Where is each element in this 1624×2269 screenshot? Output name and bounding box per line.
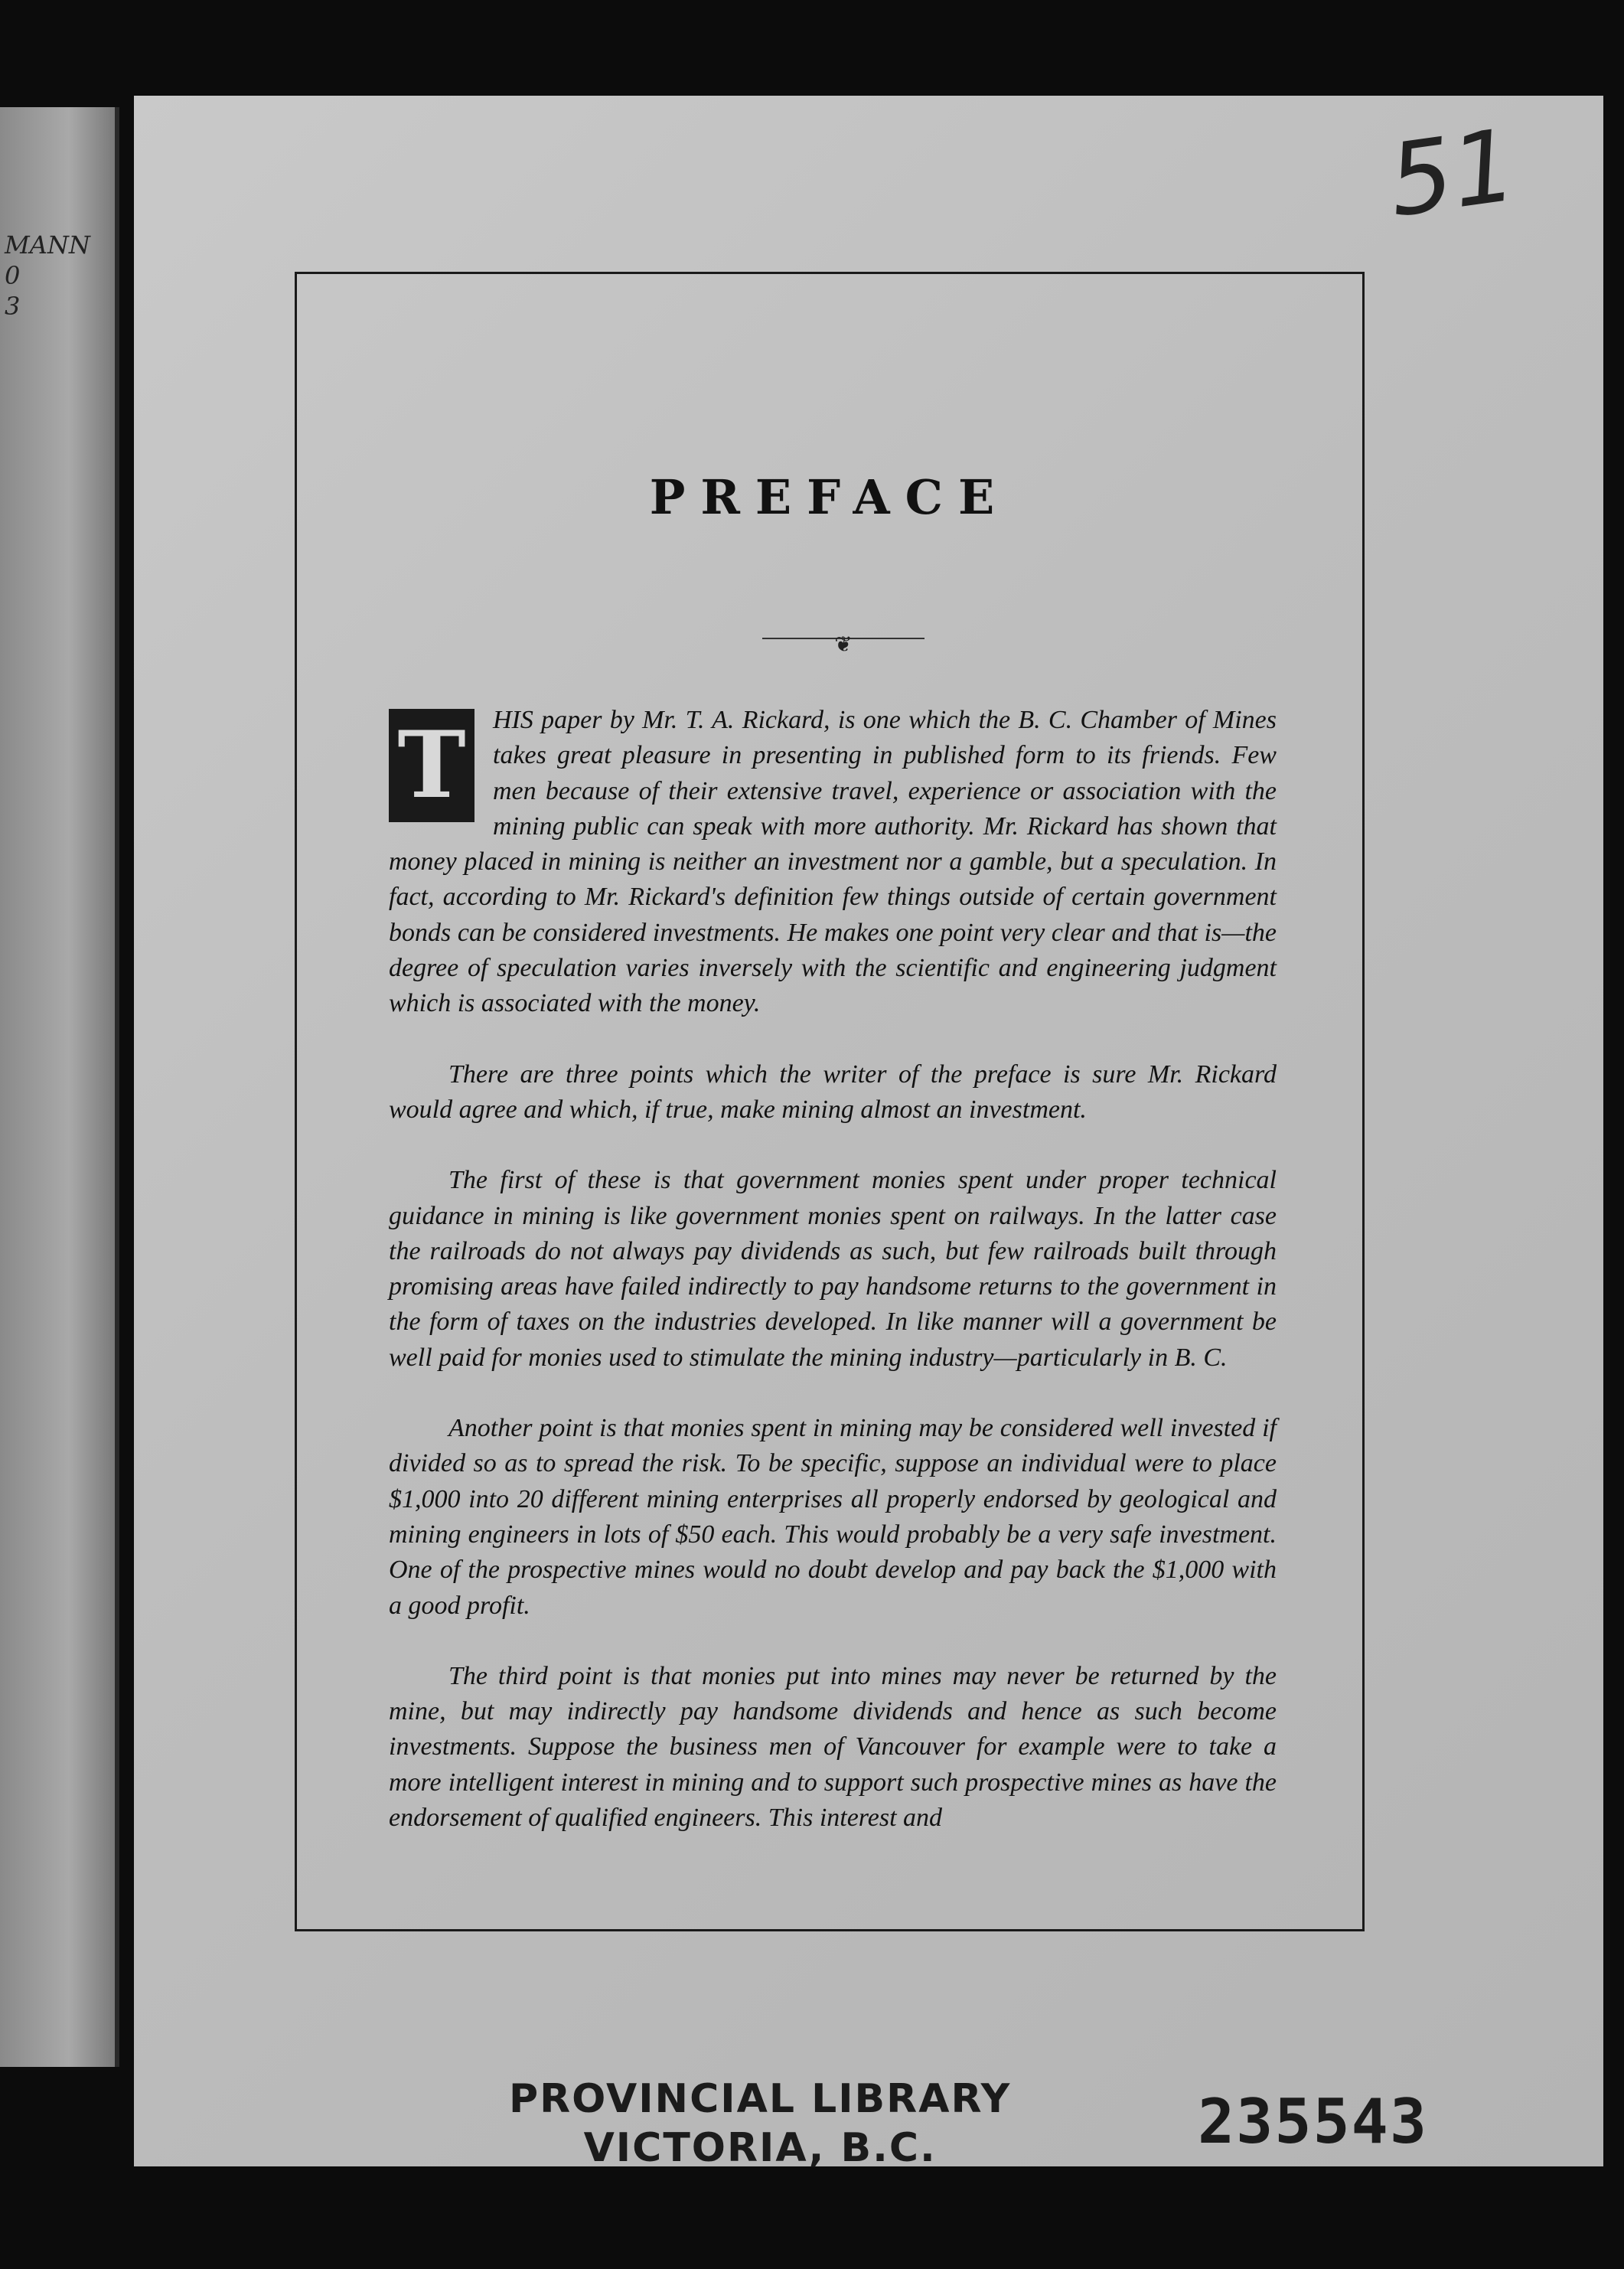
previous-page-fragment: MANN 0 3 (5, 230, 90, 321)
paragraph-2: There are three points which the writer of the preface is sure Mr. Rickard would agree and which, if true, make mining almost an investment. (389, 1059, 1277, 1124)
accession-number: 235543 (1198, 2086, 1428, 2157)
library-stamp-line-2: VICTORIA, B.C. (583, 2125, 937, 2171)
drop-cap: T (389, 709, 474, 822)
page-title: PREFACE (649, 469, 1010, 525)
handwritten-page-number: 51 (1381, 106, 1524, 240)
previous-page-edge (0, 107, 119, 2067)
document-page (134, 96, 1603, 2171)
paragraph-4: Another point is that monies spent in mining may be considered well invested if divided so as to spread the risk. To be specific, suppose an individual were to place $1,000 into 20 different mining enterprises all properly endorsed by geological and mining engineers in lots of $50 each. This would probably be a very safe investment. One of the prospective mines would no doubt develop and pay back the $1,000 with a good profit. (389, 1414, 1277, 1620)
library-stamp (509, 2075, 1011, 2173)
ornament-icon: ❦ (834, 632, 853, 657)
paragraph-5: The third point is that monies put into mines may never be returned by the mine, but may indirectly pay handsome dividends and hence as such become investments. Suppose the business men of Vancouver for example were to take a more intelligent interest in mining and to support such prospective mines as have the endorsement of qualified engineers. This interest and (389, 1661, 1277, 1833)
paragraph-1-text: HIS paper by Mr. T. A. Rickard, is one which the B. C. Chamber of Mines takes great pleasure in presenting in published form to its friends. Few men because of their extensive travel, experience or association with the mining public can speak with more authority. Mr. Rickard has shown that money placed in mining is neither an investment nor a gamble, but a speculation. In fact, according to Mr. Rickard's definition few things outside of certain government bonds can be considered investments. He makes one point very clear and that is—the degree of speculation varies inversely with the scientific and engineering judgment which is associated with the money. (389, 706, 1277, 1018)
preface-body (389, 703, 1277, 1871)
text-frame (295, 272, 1365, 1931)
paragraph-3: The first of these is that government monies spent under proper technical guidance in mining is like government monies spent on railways. In the latter case the railroads do not always pay dividends as such, but few railroads built through promising areas have failed indirectly to pay handsome returns to the government in the form of taxes on the industries developed. In like manner will a government be well paid for monies used to stimulate the mining industry—particularly in B. C. (389, 1166, 1277, 1372)
library-stamp-line-1: PROVINCIAL LIBRARY (509, 2076, 1012, 2122)
paragraph-1 (389, 703, 1277, 1022)
